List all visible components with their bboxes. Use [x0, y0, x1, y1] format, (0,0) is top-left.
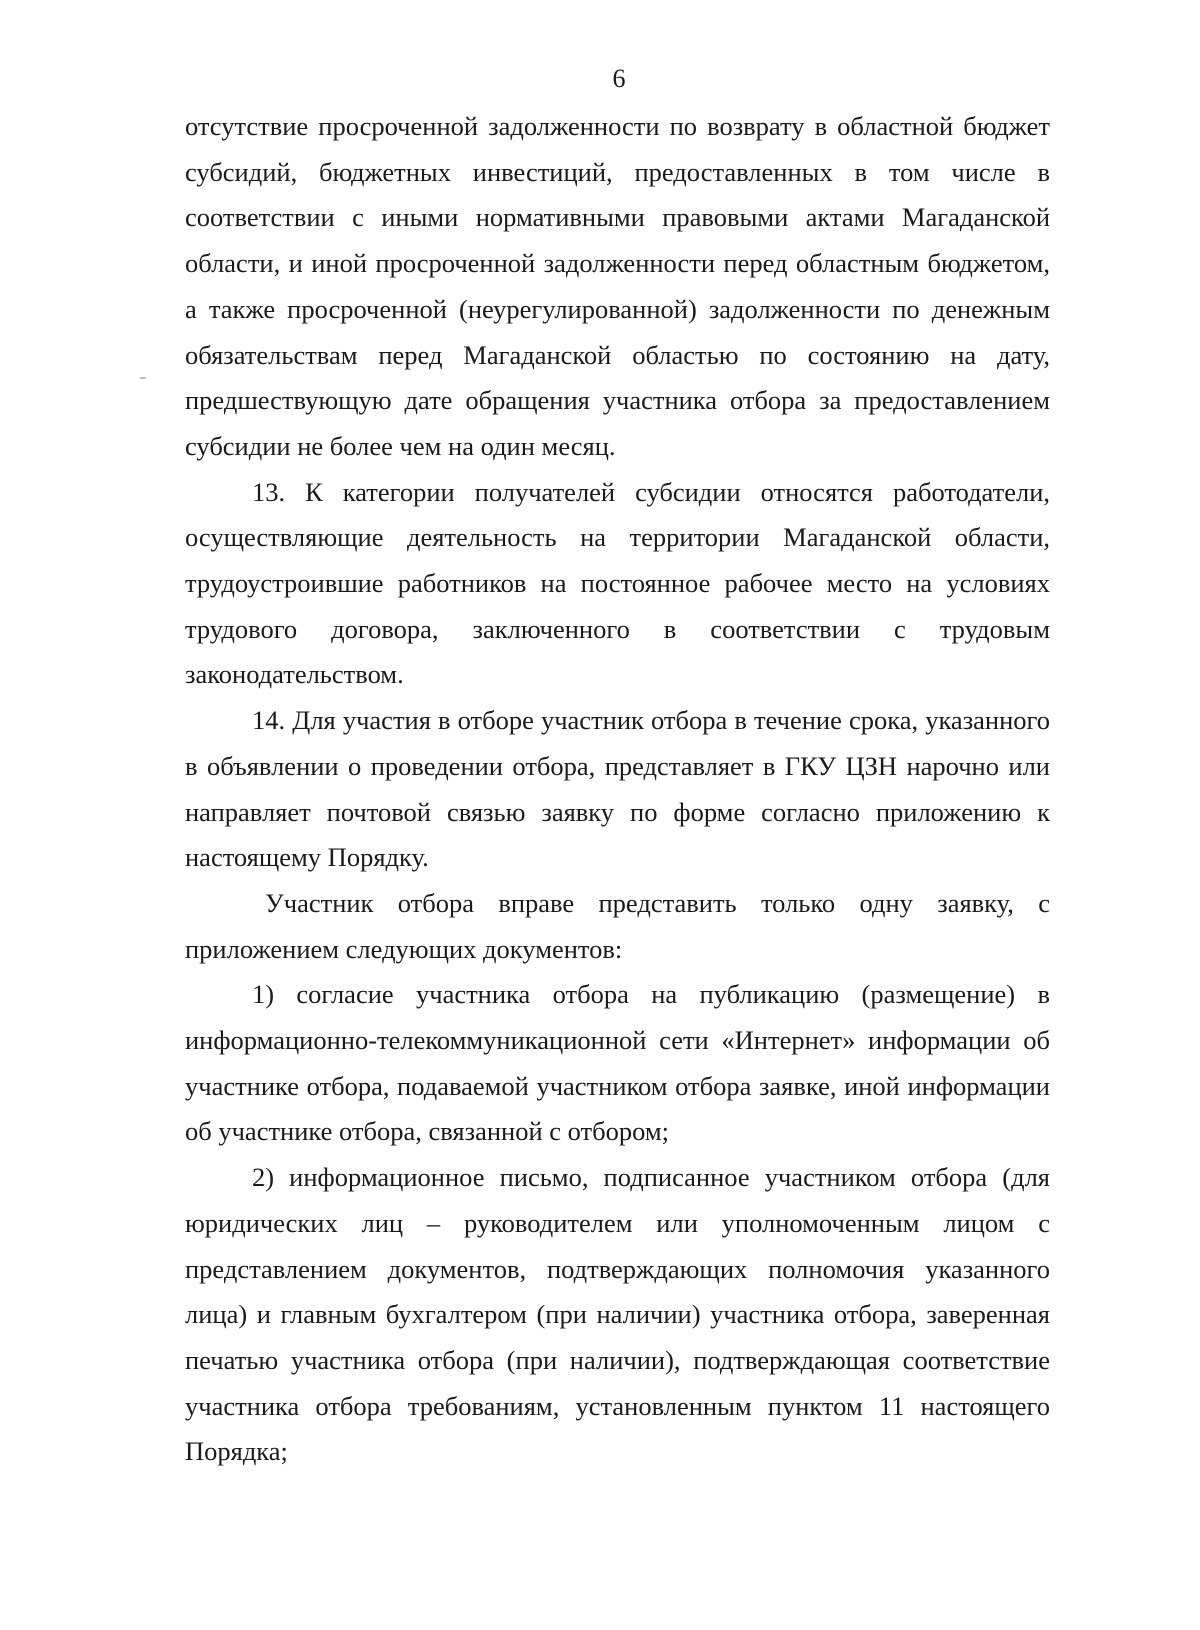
paragraph-doc-1: 1) согласие участника отбора на публикацию (размещение) в информационно-телекоммуникационной сети «Интернет» информации об участнике отбора, подаваемой участником отбора заявке, иной информации об участнике отбора, связанной с отбором;: [185, 979, 1050, 1147]
paragraph-doc-2: 2) информационное письмо, подписанное участником отбора (для юридических лиц – руководителем или уполномоченным лицом с представлением документов, подтверждающих полномочия указанного лица) и главным бухгалтером (при наличии) участника отбора, заверенная печатью участника отбора (при наличии), подтверждающая соответствие участника отбора требованиям, установленным пунктом 11 настоящего Порядка;: [185, 1162, 1050, 1467]
page-number: 6: [612, 64, 626, 93]
paragraph-item-13: 13. К категории получателей субсидии относятся работодатели, осуществляющие деятельность на территории Магаданской области, трудоустроившие работников на постоянное рабочее место на условиях трудового договора, заключенного в соответствии с трудовым законодательством.: [185, 476, 1050, 690]
margin-mark: [140, 377, 146, 379]
document-body: [185, 104, 1050, 1475]
paragraph-continuation: отсутствие просроченной задолженности по возврату в областной бюджет субсидий, бюджетных инвестиций, предоставленных в том числе в соответствии с иными нормативными правовыми актами Магаданской области, и иной просроченной задолженности перед областным бюджетом, а также просроченной (неурегулированной) задолженности по денежным обязательствам перед Магаданской областью по состоянию на дату, предшествующую дате обращения участника отбора за предоставлением субсидии не более чем на один месяц.: [185, 111, 1050, 461]
paragraph-item-14: 14. Для участия в отборе участник отбора в течение срока, указанного в объявлении о проведении отбора, представляет в ГКУ ЦЗН нарочно или направляет почтовой связью заявку по форме согласно приложению к настоящему Порядку.: [185, 705, 1050, 873]
paragraph-participant-right: Участник отбора вправе представить только одну заявку, с приложением следующих документов:: [185, 887, 1050, 964]
